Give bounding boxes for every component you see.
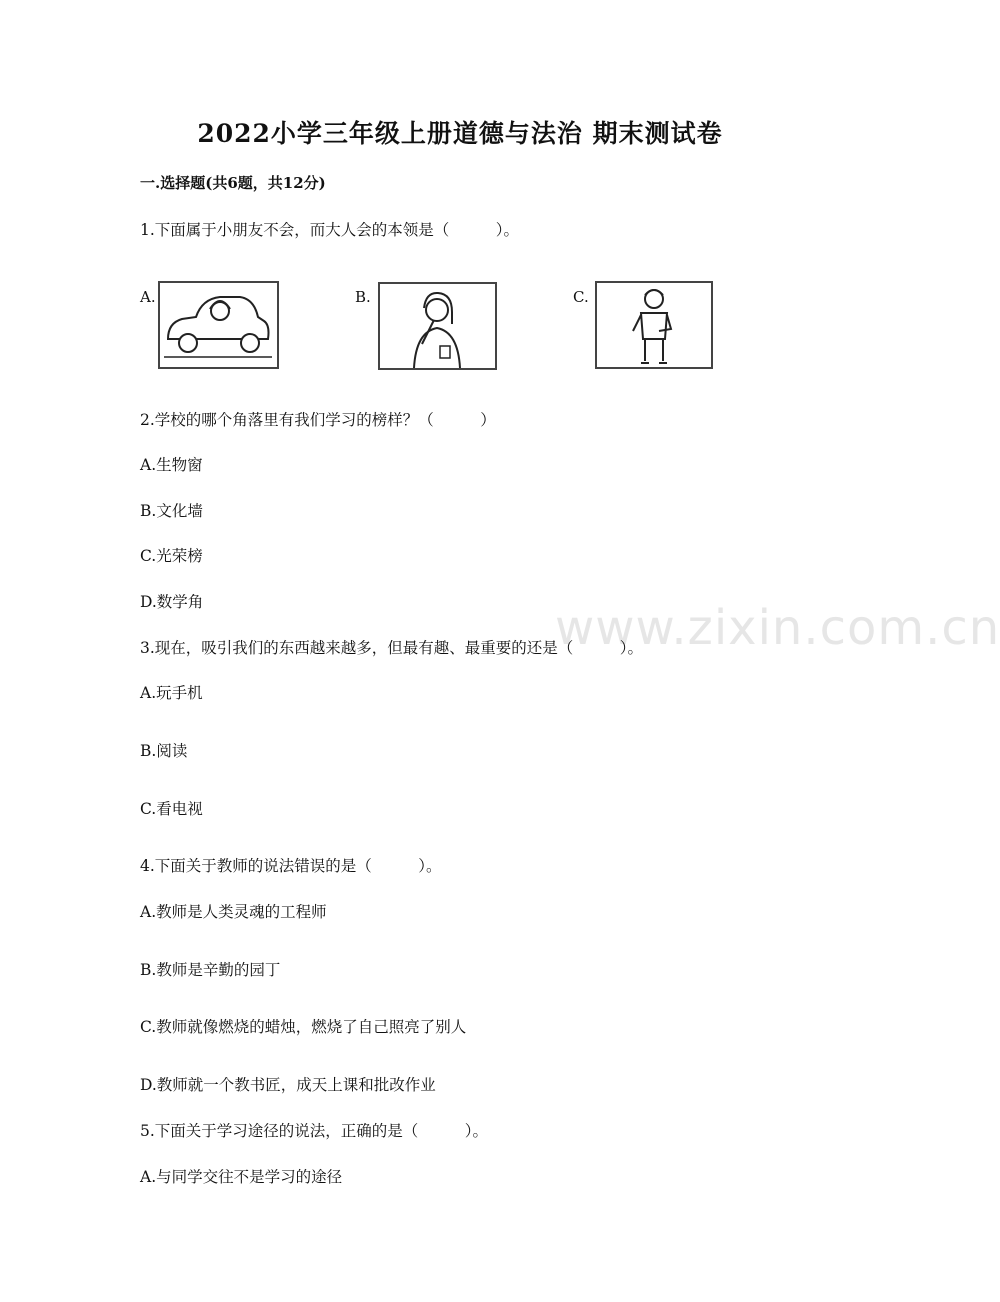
q4-option-a: A.教师是人类灵魂的工程师 (140, 903, 327, 921)
question-2-stem: 2.学校的哪个角落里有我们学习的榜样？（ ） (140, 411, 496, 429)
page-title: 2022小学三年级上册道德与法治 期末测试卷 (197, 119, 723, 148)
q2-option-d: D.数学角 (140, 593, 204, 611)
q2-option-c: C.光荣榜 (140, 547, 203, 565)
q1-option-a-label: A. (140, 288, 156, 306)
q1-option-b-label: B. (355, 288, 371, 306)
q3-option-b: B.阅读 (140, 742, 188, 760)
q3-option-c: C.看电视 (140, 800, 203, 818)
brushing-teeth-icon (380, 284, 495, 368)
q1-option-c-label: C. (573, 288, 589, 306)
q3-option-a: A.玩手机 (140, 684, 203, 702)
q1-option-b-image (378, 282, 497, 370)
question-1-stem: 1.下面属于小朋友不会，而大人会的本领是（ ）。 (140, 221, 520, 239)
car-driving-icon (160, 283, 277, 367)
question-4-stem: 4.下面关于教师的说法错误的是（ ）。 (140, 857, 442, 875)
person-dressing-icon (597, 283, 711, 367)
question-5-stem: 5.下面关于学习途径的说法，正确的是（ ）。 (140, 1122, 489, 1140)
section-heading: 一.选择题(共6题，共12分) (140, 174, 326, 192)
q1-option-a-image (158, 281, 279, 369)
q4-option-c: C.教师就像燃烧的蜡烛，燃烧了自己照亮了别人 (140, 1018, 467, 1036)
q5-option-a: A.与同学交往不是学习的途径 (140, 1168, 343, 1186)
q2-option-a: A.生物窗 (140, 456, 203, 474)
q4-option-d: D.教师就一个教书匠，成天上课和批改作业 (140, 1076, 436, 1094)
q4-option-b: B.教师是辛勤的园丁 (140, 961, 281, 979)
q1-option-c-image (595, 281, 713, 369)
question-3-stem: 3.现在，吸引我们的东西越来越多，但最有趣、最重要的还是（ ）。 (140, 639, 644, 657)
watermark: www.zixin.com.cn (555, 600, 1000, 656)
q2-option-b: B.文化墙 (140, 502, 203, 520)
